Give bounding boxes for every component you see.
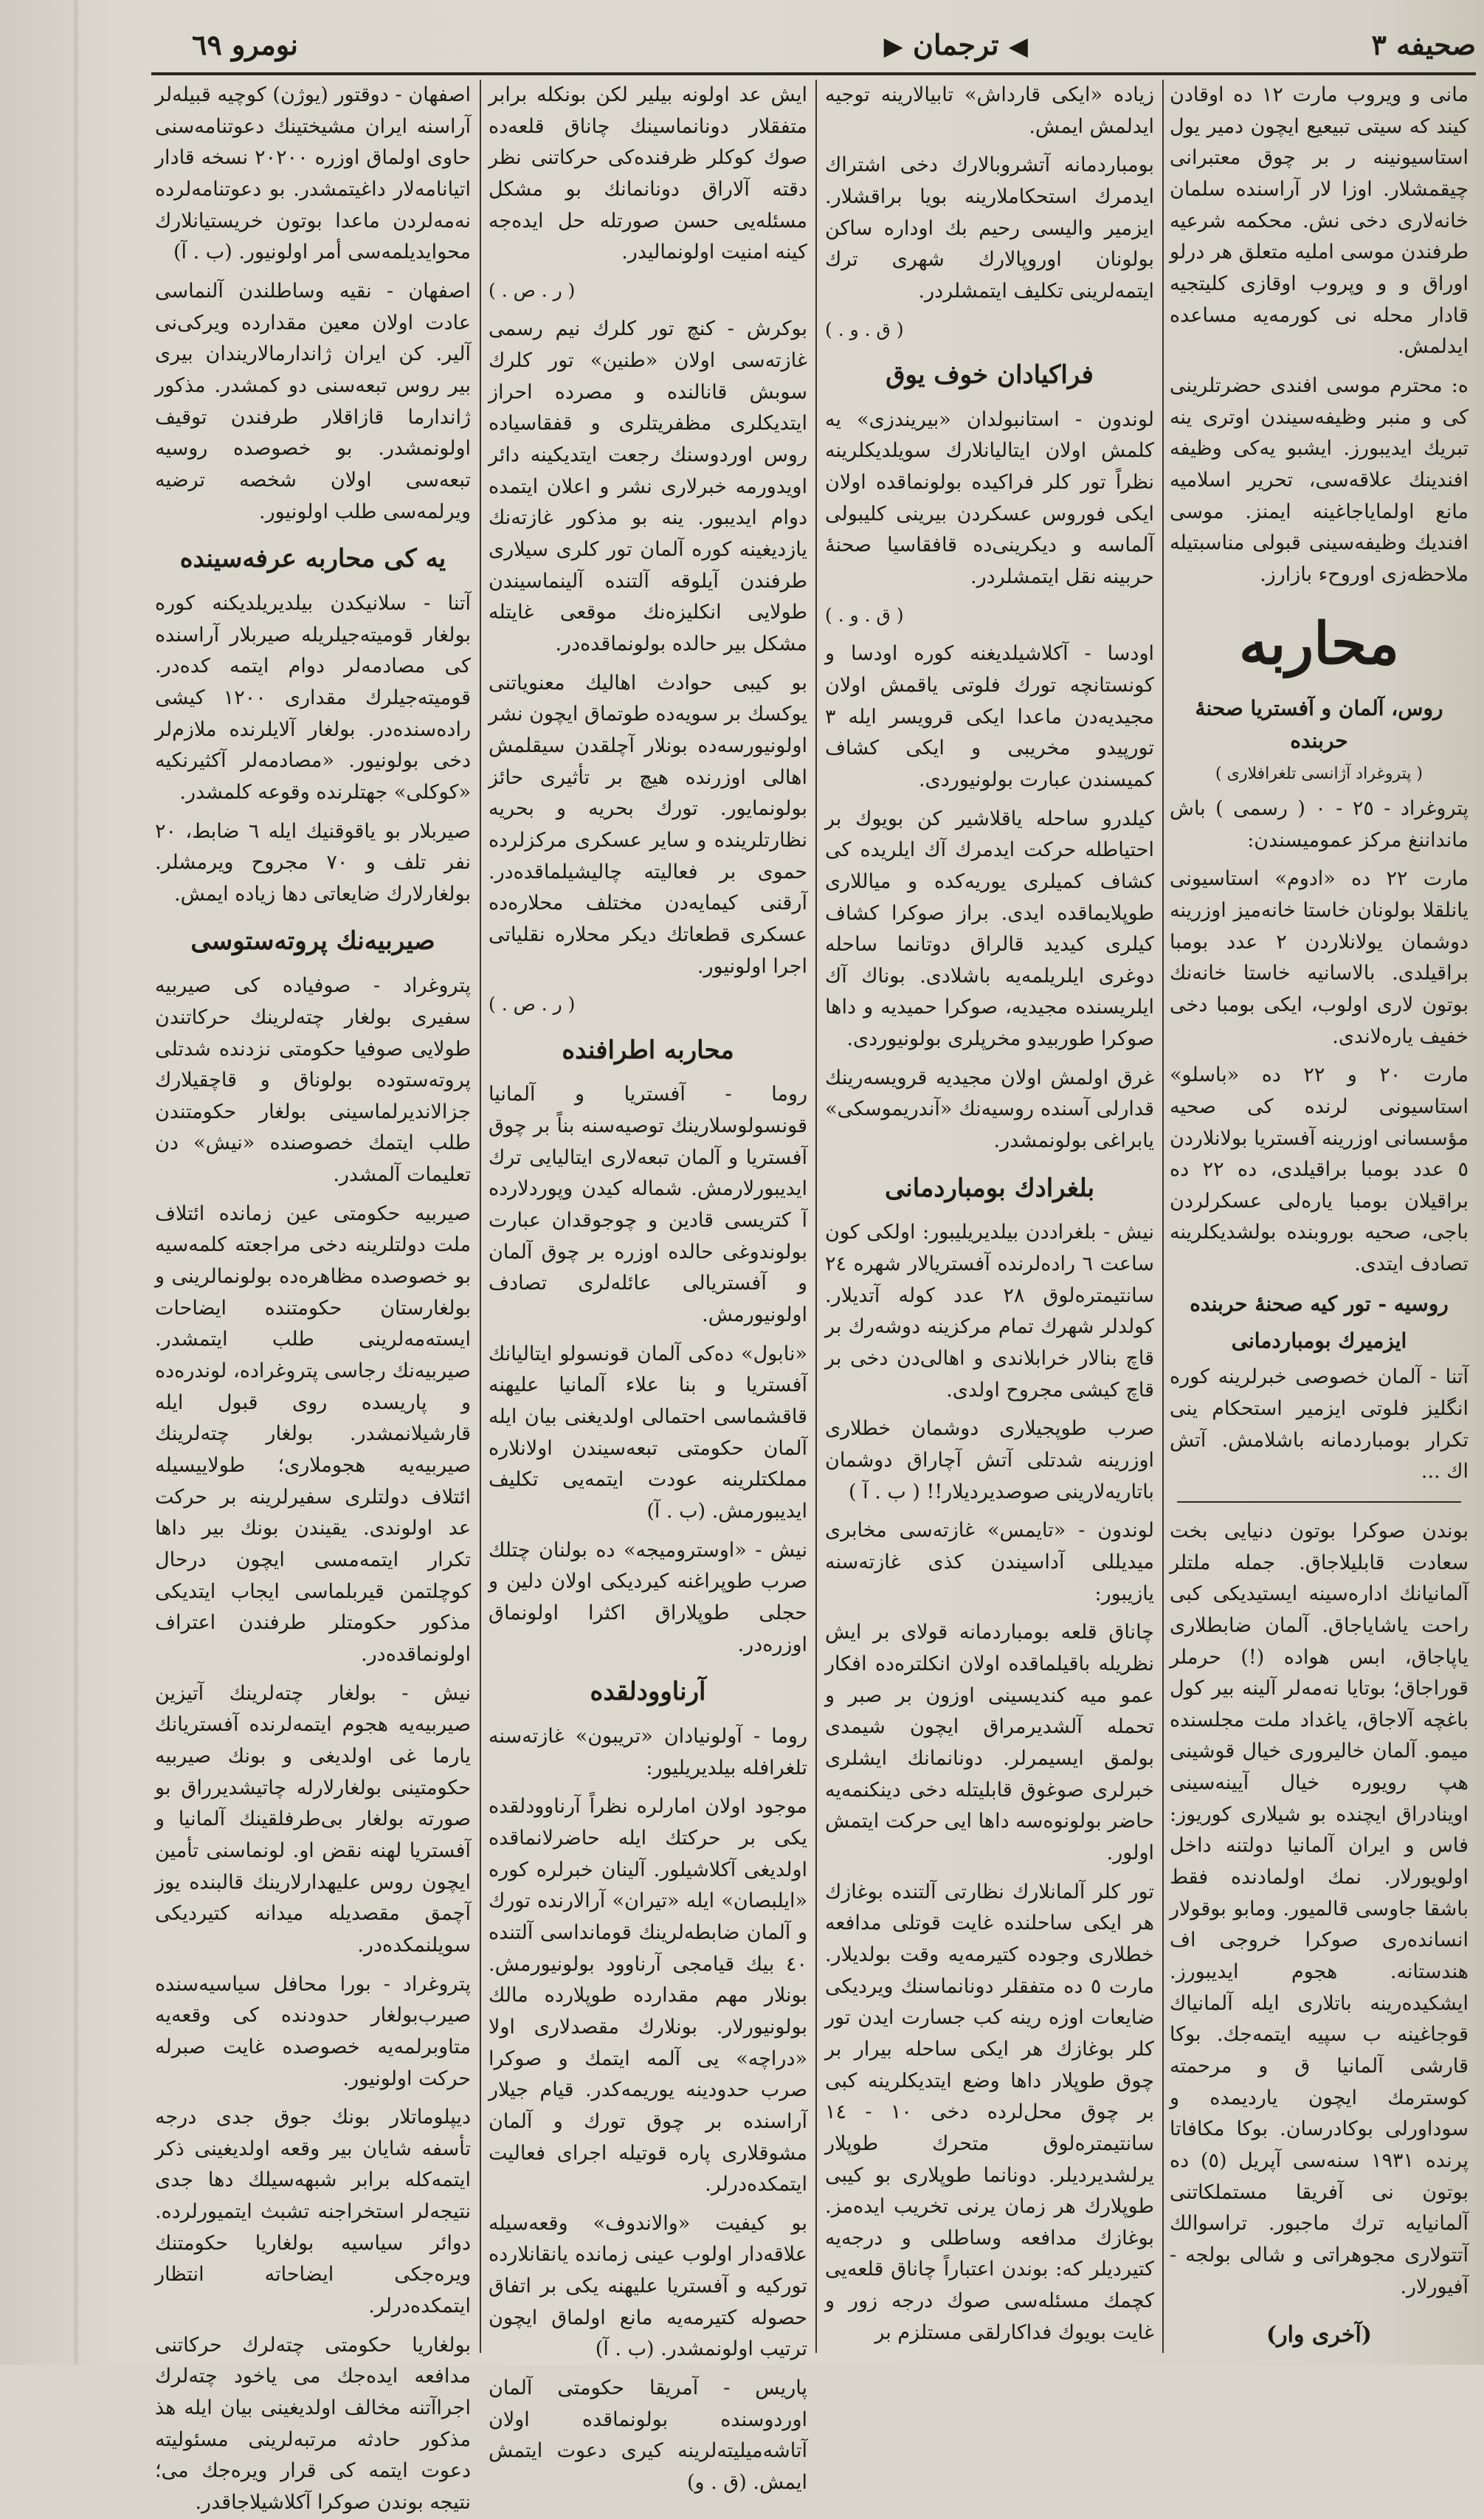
column-2 [825,80,1155,2344]
article-heading: صيربيه‌نك پروته‌ستوسى [190,926,435,957]
masthead [148,15,1476,74]
column-divider [815,80,817,2353]
article-paragraph: غرق اولمش اولان مجيديه قرويسه‌رينك قدارلى آسنده روسيه‌نك «آندريموسكى» يابراغى بولونمشدر. [825,1066,1154,1153]
article-paragraph: اودسا - آكلاشيلديغنه كوره اودسا و كونستانچه تورك فلوتى ياقمش اولان مجيديه‌دن ماعدا ايكى قرويسر ايله ٣ تورپيدو مخريبى و ايكى كشاف كميسندن عبارت بولونيوردى. [825,642,1154,791]
article-paragraph: صيربيه حكومتى عين زمانده ائتلاف ملت دولتلرينه دخى مراجعته كلمه‌سيه بو خصوصده مظاهره‌ده بولونمالرينى و بولغارستان حكومتنده ايضاحات ايسته‌مه‌لرينى طلب ايتمشدر. صيربيه‌نك رجاسى پتروغراده، لوندره‌ده و پاريسده روى قبول ايله قارشيلانمشدر. بولغار چته‌لرينك صيربيه‌يه هجوملارى؛ طولاييسيله ائتلاف دولتلرى سفيرلرينه بر حركت عد اولوندى. يقيندن بونك بير داها تكرار ايتمه‌مسى ايچون درحال كوچلتمن قيربلماسى ايجاب ايتديكى مذكور حكومتلر طرفندن اعتراف اولونماقده‌در. [155,1202,471,1666]
column-3 [489,80,807,2495]
article-paragraph: آتنا - سلانيكدن بيلديريلديكنه كوره بولغار قوميته‌جيلريله صيربلار آراسنده كى مصادمه‌لر دوام ايتمه كده‌در. قوميته‌جيلرك مقدارى ١٢٠٠ كيشى راده‌سنده‌در. بولغار آلايلرنده ملازم‌لر دخى بولونيور. «مصادمه‌لر آكثيرنكيه «كوكلى» جهتلرنده وقوعه كلمشدر. [155,591,471,804]
article-paragraph: پتروغراد - بورا محافل سياسيه‌سنده صيرب‌بولغار حدودنده كى وقعه‌يه متاوبرلمه‌يه خصوصده غايت صبرله حركت اولونيور. [155,1972,471,2090]
issue-number: نومرو ٦٩ [192,28,298,61]
article-paragraph: مارت ٢٠ و ٢٢ ده «باسلو» استاسيونى لرنده كى صحيه مؤسسانى اوزرينه آفستريا بولانلاردن ٥ عدد بومبا براقيلدى، ده ٢٢ ده براقيلان بومبا ياره‌لى عسكرلردن باجى، صحيه بوروبنده بولشديكلرينه تصادف ايتدى. [1170,1064,1469,1276]
article-paragraph: بومباردمانه آتشروبالارك دخى اشتراك ايدمرك استحكاملارينه بويا براقشلار. ايزمير واليسى رحيم بك اوداره ساكن بولونان اوروپالارك شهرى ترك ايتمه‌لرينى تكليف ايتمشلردر. [825,154,1154,303]
article-paragraph: آتنا - آلمان خصوصى خبرلرينه كوره انگليز فلوتى ايزمير استحكام ينى تكرار بومباردمانه باشلامش. آتش اك ... [1170,1365,1469,1484]
article-subheading: روسيه - تور كيه صحنهٔ حربنده [1190,1291,1449,1316]
article-paragraph: لوندون - استانبولدان «بيريندزى» يه كلمش اولان ايتاليانلارك سويلديكلرينه نظراً تور كلر فراكيده بولونماقده اولان ايكى فوروس عسكردن بيرينى كليبولى آلماسه و ديكرينى‌ده قافقاسيا صحنهٔ حربينه نقل ايتمشلردر. [825,407,1154,589]
article-paragraph: ايش عد اولونه بيلير لكن بونكله برابر متفقلار دونانماسينك چاناق قلعه‌ده صوك كوكلر ظرفنده‌كى حركاتنى نظر دقته آلاراق دونانمانك بو مشكل مسئله‌يى حسن صورتله حل ايده‌جه كينه امنيت اولونماليدر. [489,83,807,264]
article-paragraph: روما - آفستريا و آلمانيا قونسولوسلارينك توصيه‌سنه بناً بر چوق آفستريا و آلمان تبعه‌لارى ايتاليايى ترك ايديبورلارمش. شماله كيدن وپوردلارده آ كتريسى قادين و چوجوقدان عبارت بولوندوغى حالده اوزره بر چوق آلمان و آفستريالى عائله‌لرى تصادف اولونيورمش. [489,1083,807,1327]
article-paragraph: روما - آولونيادان «تريبون» غازته‌سنه تلغرافله بيلديريليور: [489,1724,807,1779]
agency-signature: ( ق . و . ) [825,318,904,340]
agency-signature: ( ق . و . ) [825,604,904,626]
title-text: ترجمان [913,28,999,61]
section-heading-large: محاربه [1238,610,1400,678]
section-divider [1177,1501,1461,1503]
article-paragraph: پتروغراد - ٢٥ - ٠ ( رسمى ) باش مانداننغ مركز عموميسندن: [1170,796,1469,852]
article-paragraph: پاريس - آمريقا حكومتى آلمان اوردوسنده بولونماقده اولان آتاشه‌ميليته‌لرينه كيرى دعوت ايتمش ايمش. (ق . و) [489,2377,807,2495]
article-paragraph: نيش - «اوستروميجه» ده بولنان چتلك صرب طوپراغنه كيرديكى اولان دلين و حجلى طوپلاراق اكثرا اولونماق اوزره‌در. [489,1538,807,1656]
article-paragraph: «نابول» ده‌كى آلمان قونسولو ايتاليانك آفستريا و بنا علاء آلمانيا عليهنه قاقشماسى احتمالى اولديغنى بيان ايله آلمان حكومتى تبعه‌سيندن اولانلاره مملكتلرينه عودت ايتمه‌يى تكليف ايديبورمش. (ب . آ) [489,1342,807,1523]
article-subheading: ايزميرك بومباردمانى [1231,1329,1407,1354]
article-paragraph: بولغاريا حكومتى چته‌لرك حركاتنى مدافعه ايده‌جك مى ياخود چته‌لرك اجراآتنه مخالف اولديغينى بيان ايله هذ مذكور حادثه مرتبه‌لرينى مسئوليته دعوت ايتمه كى قرار ويره‌جك مى؛ نتيجه بوندن صوكرا آكلاشيلاجاقدر. [155,2333,471,2515]
column-divider [480,80,481,2353]
article-paragraph: مارت ٢٢ ده «ادوم» استاسيونى يانلقلا بولونان خاستا خانه‌ميز اوزرينه دوشمان يولانلاردن ٢ عدد بومبا براقيلدى. بالاسانيه خاستا خانه‌نك بوتون لارى اولوب، ايكى بومبا دخى خفيف ياره‌لاندى. [1170,867,1469,1048]
article-paragraph: اصفهان - دوقتور (يوژن) كوچيه قبيله‌لر آراسنه ايران مشيختينك دعوتنامه‌سنى حاوى اولماق اوزره ٢٠٢٠٠ نسخه قادار اتيانامه‌لار داغيتمشدر. بو دعوتنامه‌لرده نه‌مه‌لردن ماعدا بوتون خريستيانلارك محوايديلمه‌سى أمر اولونيور. (ب . آ) [155,83,471,264]
article-paragraph: صيربلار بو ياقوقنيك ايله ٦ ضابط، ٢٠ نفر تلف و ٧٠ مجروح ويرمشلر. بولغارلارك ضايعاتى دها زياده ايمش. [155,819,471,906]
article-paragraph: بو كيفيت «والاندوف» وقعه‌سيله علاقه‌دار اولوب عينى زمانده يانقانلارده توركيه و آفستريا عليهنه يكى بر اتفاق حصوله كتيرمه‌يه مانع اولماق ايچون ترتيب اولونمشدر. (ب . آ) [489,2211,807,2361]
masthead-rule [151,72,1476,75]
column-1 [1170,80,1469,2349]
column-4 [155,80,471,2515]
newspaper-title [884,28,1028,61]
page-number-label: صحيفه ٣ [1371,28,1476,61]
column-divider [1162,80,1164,2353]
article-paragraph: كيلدرو ساحله ياقلاشير كن بويوك بر احتياطله حركت ايدمرك آك ايلريده كى كشاف كميلرى يوريه‌كده و مياللارى طوپلايماقده ايدى. براز صوكرا كشاف كيلرى كيديد قالراق دوتانما ساحله دوغرى ايلريلمه‌يه باشلادى. بوناك آك ايلريسنده مجيديه، صوكرا حميديه و داها صوكرا طوربيدو مخرپلرى بولونيوردى. [825,807,1154,1051]
article-paragraph: بو كيبى حوادث اهاليك معنوياتنى يوكسك بر سويه‌ده طوتماق ايچون نشر اولونيورسه‌ده بونلار آچلقدن سيقلمش اهالى اوزرنده هيچ بر تأثيرى حائز بولونمايور. تورك بحريه و بحريه نظارتلرينده و ساير عسكرى مركزلرده حموى بر فعاليته چاليشيلماقده‌در. آرقنى كيمايه‌دن مختلف محلاره‌ده عسكرى قطعاتك ديكر محلاره‌ نقلياتى اجرا اولونيور. [489,671,807,978]
article-paragraph: لوندون - «تايمس» غازته‌سى مخابرى ميديللى آداسيندن كذى غازته‌سنه يازيبور: [825,1519,1154,1605]
right-arrow-ornament: ▶ [883,32,903,61]
article-paragraph: ديپلوماتلار بونك جوق جدى درجه تأسفه شايان بير وقعه اولديغينى ذكر ايتمه‌كله برابر شبهه‌سيلك دها جدى نتيجه‌لر استخراجنه تشبث ايتميورلرده. دوائر سياسيه بولغاريا حكومتنك ويره‌جكى ايضاحاته انتظار ايتمكده‌درلر. [155,2106,471,2318]
agency-signature: ( ر . ص . ) [489,993,576,1016]
article-paragraph: تور كلر آلمانلارك نظارتى آلتنده بوغازك هر ايكى ساحلنده غايت قوتلى مدافعه خطلارى وجوده كتيرمه‌يه وقت بولديلار. مارت ٥ ده متفقلر دونانماسنك ويرديكى ضايعات اوزه رينه كب جسارت ايدن تور كلر بوغازك هر ايكى ساحله بيرار بر چوق طوپلار داها وضع ايتديكلرينه كبى بر چوق محل‌لرده دخى ١٠ - ١٤ سانتيمتره‌لوق متحرك طوپلار يرلشديرديلر. دونانما طوپلارى بو كيبى طوپلارك هر زمان يرنى تخريب ايده‌مز. بوغازك مدافعه وساطلى و درجه‌يه كتيرديلر كه: بوندن اعتباراً چاناق قلعه‌يى كچمك مسئله‌سى صوك درجه زور و غايت بويوك فداكارلقى مستلزم بر [825,1880,1154,2344]
article-paragraph: صرب طوپجيلارى دوشمان خطلارى اوزرينه شدتلى آتش آچاراق دوشمان باتاريه‌لارينى صوصديرديلار!! ( ب . آ ) [825,1417,1154,1503]
article-heading: آرناوودلقده [590,1677,706,1707]
article-heading: يه كى محاربه عرفه‌سينده [179,544,446,574]
article-paragraph: موجود اولان امارلره نظراً آرناوودلقده يكى بر حركتك ايله حاضرلانماقده اولديغى آكلاشيلور. آلينان خبرلره كوره «ايلبصان» ايله «تيران» آرالارنده تورك و آلمان ضابطه‌لرينك قومانداسى آلتنده ٤٠ بيك قيامجى آرناوود بولونيورمش. بونلار مهم مقدارده طوپلارده مالك بولونيورلار. بونلارك مقصدلارى اولا «دراچه» يى آلمه ايتمك و صوكرا صرب حدودينه يوريمه‌كدر. قيام جيلار آراسنده بر چوق تورك و آلمان مشوقلارى پاره قوتيله اجراى فعاليت ايتمكده‌درلر. [489,1795,807,2196]
source-note: ( پتروغراد آژانسى تلغرافلارى ) [1215,765,1423,784]
article-paragraph: بوندن صوكرا بوتون دنيايى بخت سعادت قابليلاجاق. جمله ملتلر آلمانيانك اداره‌سينه ايستيديكى كبى راحت ياشاياجاق. آلمان ضابطلارى ياپاجاق، ابس هواده (!) حرملر قوراجاق؛ بوتايا نه‌مه‌لر آلينه بير كول باغچه آلاجاق، ياغداد ملت مجلسنده ميمو. آلمان خاليرورى خيال قوشينى هپ رويوره خيال آيينه‌سينى اوينادراق ايچنده بو شيلارى كوريوز: فاس و ايران آلمانيا دولتنه داخل اولويورلار. نمك اولمادنده فقط باشقا جاوسى قالميور. ومابو بوقولار انسانده‌رى صوكرا خروجى اف هندستانه. هجوم ايديبورز. ايشكيده‌رينه باتلارى ايله آلمانياك قوجاغينه ب سپيه ايتمه‌جك. بوكا قارشى آلمانيا ق و مرحمته كوسترمك ايچون يارديمده و سوداورلى بوكادرسان. بوكا مكافاتا پرنده ١٩٣١ سنه‌سى آپريل (٥) ده بوتون نى آفريقا مستملكاتنى آلمانيايه ترك ماجبور. تراسوالك آتتولارى مجوهراتى و شالى بولجه - آفيورلار. [1170,1519,1469,2298]
page-fold-shadow [74,0,78,2365]
article-paragraph: نيش - بولغار چته‌لرينك آتيزين صيربيه‌يه هجوم ايتمه‌لرنده آفستريانك يارما غى اولديغى و بونك صيربيه حكومتينى بولغارلارله چاتيشديرراق بو صورته بولغار بى‌طرفلقينك آلمانيا و آفستريا لهنه نقض او. لونماسنى تأمين ايچون روس عليهدارلارينك قالبنده يوز آچمق مقصديله ميدانه كتيرديكى سويلنمكده‌در. [155,1681,471,1957]
article-paragraph: چاناق قلعه بومباردمانه قولاى بر ايش نظريله باقيلماقده اولان انكلتره‌ده افكار عمو ميه كنديسينى اوزون بر صبر و تحمله آلشديرمراق ايچون شيمدى بولمق ايسيمرلر. دونانمانك ايشلرى خبرلرى صوغوق قابليتله دخى دينكنمه‌يه حاضر بولونوه‌سه داها ايى حركت ايتمش اولور. [825,1621,1154,1864]
article-subheading: روس، آلمان و آفستريا صحنهٔ حربنده [1195,695,1443,753]
article-paragraph: نيش - بلغراددن بيلديريليبور: اولكى كون ساعت ٦ راده‌لرنده آفستريالار شهره ٢٤ سانتيمتره‌لوق ٢٨ عدد كوله آتديلار. كولدلر شهرك تمام مركزينه دوشه‌رك بر قاچ بنالار خرابلاندى و اهالى‌دن دخى بر قاچ كيشى مجروح اولدى. [825,1221,1155,1402]
left-arrow-ornament: ◀ [1008,32,1028,61]
article-paragraph: مانى و ويروب مارت ١٢ ده اوقادن كيند كه سيتى تبيعيع ايچون دمير يول استاسيونينه ر بر چوق معتبرانى چيقمشلار. اوزا لار آراسنده سلمان خانه‌لارى دخى نش. محكمه شرعيه طرفندن موسى امليه متعلق هر درلو اوراق و و وپروب اوقازى كليتجيه قادار محله نى كورمه‌يه مساعده ايدلمش. [1170,83,1469,359]
article-paragraph: پتروغراد - صوفياده كى صيربيه سفيرى بولغار چته‌لرينك حركاتندن طولايى صوفيا حكومتى نزدنده شدتلى پروته‌ستوده بولوناق و قاچقيلارك جزالانديرلماسينى بولغار حكومتندن طلب ايتمك خصوصنده «نيش» دن تعليمات آلمشدر. [155,974,471,1187]
continued-note: (آخرى وار) [1266,2322,1373,2349]
article-paragraph: بوكرش - كنچ تور كلرك نيم رسمى غازته‌سى اولان «طنين» تور كلرك سوبش قانالنده و مصرده احراز ايتديكلرى مظفريتلرى و قفقاسياده روس اوردوسنك رجعت ايتديكينه دائر اويدورمه خبرلارى نشر و اعلان ايتمده دوام ايديبور. ينه بو مذكور غازته‌نك يازديغينه كوره آلمان تور كلرى سيلارى طرفندن آيلوقه آلتنده آلينماسيندن طولايى انكليزه‌نك موقعى غايتله مشكل بير حالده بولونماقده‌در. [489,317,807,655]
article-heading: فراكيادان خوف يوق [886,360,1094,390]
article-paragraph: اصفهان - نقيه وساطلندن آلنماسى عادت اولان معين مقدارده ويركى‌نى آلير. كن ايران ژاندارمالاريندان بيرى بير روس تبعه‌سنى دو كمشدر. مذكور ژاندارما قازاقلار طرفندن توقيف اولونمشدر. بو خصوصده روسيه تبعه‌سى اولان شخصه ترضيه ويرلمه‌سى طلب اولونيور. [155,279,471,523]
article-heading: محاربه اطرافنده [562,1035,734,1065]
article-paragraph: زياده «ايكى قارداش» تابيالارينه توجيه ايدلمش ايمش. [825,83,1154,138]
agency-signature: ( ر . ص . ) [489,279,576,301]
article-paragraph: ه‌: محترم موسى افندى حضرتلرينى كى و منبر وظيفه‌سيندن اوترى ينه تبريك ايديبورز. ايشبو يه‌كى وظيفه افندينك علاقه‌سى، تحرير اسلاميه مانع اولماياجاغينه ايمنز. موسى افنديك وظيفه‌سينى قبولى مناسبتيله ملاحظه‌زى اوروح‌ء بازارز. [1170,373,1469,586]
article-heading: بلغرادك بومباردمانى [884,1173,1095,1203]
